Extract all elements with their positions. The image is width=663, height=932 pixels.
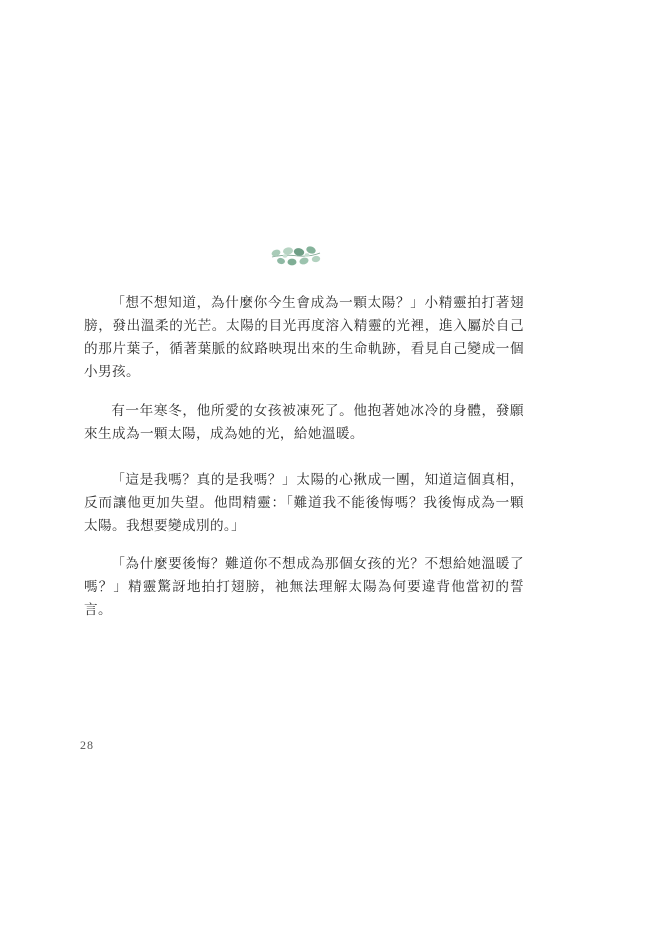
- paragraph-text: 「為什麼要後悔？難道你不想成為那個女孩的光？不想給她溫暖了嗎？」精靈驚訝地拍打翅膀，祂無法理解太陽為何要違背他當初的誓言。: [84, 556, 524, 618]
- paragraph-text: 「想不想知道，為什麼你今生會成為一顆太陽？」小精靈拍打著翅膀，發出溫柔的光芒。太陽的目光再度溶入精靈的光裡，進入屬於自己的那片葉子，循著葉脈的紋路映現出來的生命軌跡，看見自己變成一個小男孩。: [84, 295, 524, 380]
- paragraph-text: 有一年寒冬，他所愛的女孩被凍死了。他抱著她冰冷的身體，發願來生成為一顆太陽，成為她的光，給她溫暖。: [84, 403, 524, 442]
- eucalyptus-leaves-icon: [268, 240, 324, 270]
- paragraph-2: [84, 400, 524, 446]
- paragraph-3: [84, 469, 524, 538]
- page-number: 28: [80, 738, 94, 752]
- paragraph-text: 「這是我嗎？真的是我嗎？」太陽的心揪成一團，知道這個真相，反而讓他更加失望。他問精靈：「難道我不能後悔嗎？我後悔成為一顆太陽。我想要變成別的。」: [84, 472, 524, 534]
- paragraph-1: [84, 292, 524, 384]
- paragraph-4: [84, 553, 524, 622]
